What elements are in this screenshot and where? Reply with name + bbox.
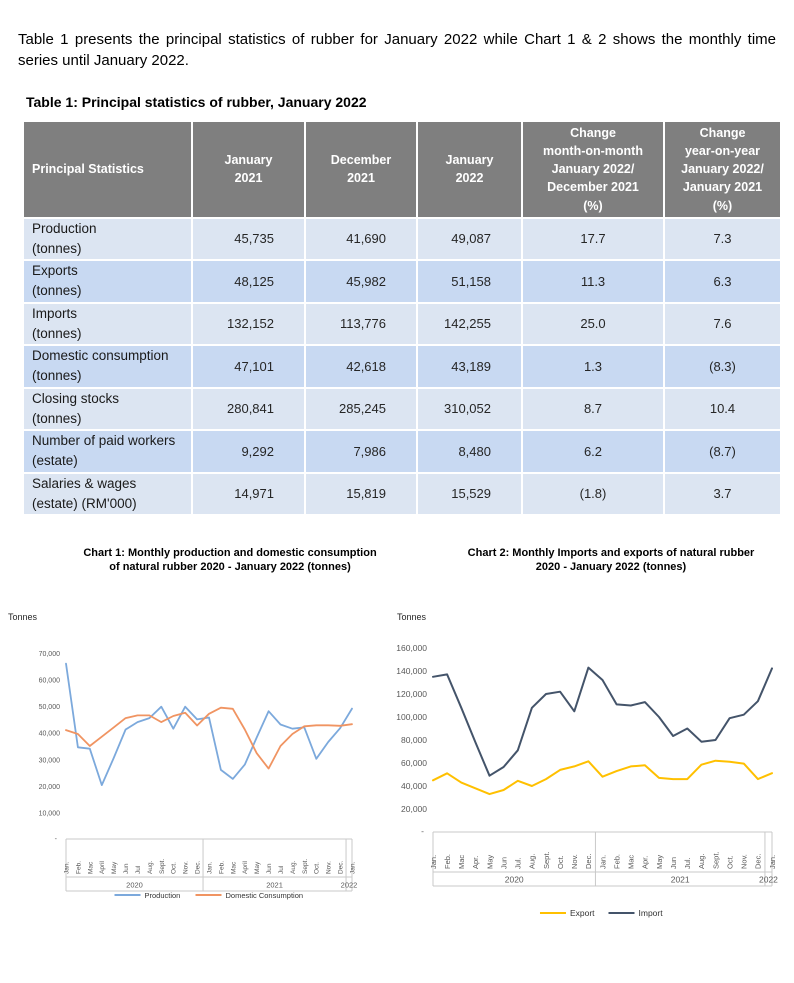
x-month-label: Jun xyxy=(499,856,509,869)
legend-label: Production xyxy=(144,891,181,900)
cell-value: 41,690 xyxy=(306,219,416,260)
chart1-canvas xyxy=(0,620,390,920)
cell-value: 9,292 xyxy=(193,431,304,472)
y-tick-label: 100,000 xyxy=(396,712,427,722)
chart2-canvas xyxy=(395,620,794,930)
cell-value: 47,101 xyxy=(193,346,304,387)
production-series-line xyxy=(66,664,352,786)
y-tick-zero: - xyxy=(54,836,57,843)
y-tick-label: 10,000 xyxy=(38,810,60,818)
principal-statistics-table xyxy=(22,120,782,516)
x-month-label: Nov. xyxy=(570,854,580,869)
cell-value: 6.2 xyxy=(523,431,663,472)
cell-value: (8.7) xyxy=(665,431,780,472)
cell-value: 8.7 xyxy=(523,389,663,430)
cell-value: 280,841 xyxy=(193,389,304,430)
x-month-label: Sept. xyxy=(711,851,721,869)
y-tick-zero: - xyxy=(421,826,424,836)
cell-value: (8.3) xyxy=(665,346,780,387)
cell-value: 51,158 xyxy=(418,261,521,302)
legend-label: Export xyxy=(569,908,595,918)
cell-value: 113,776 xyxy=(306,304,416,345)
x-year-label: 2022 xyxy=(759,874,778,885)
import-series-line xyxy=(433,668,772,776)
x-month-label: Dec. xyxy=(337,860,345,874)
cell-value: 11.3 xyxy=(523,261,663,302)
chart2-title xyxy=(431,546,791,575)
x-month-label: Oct. xyxy=(170,862,178,874)
x-month-label: Dec. xyxy=(753,853,763,869)
y-tick-label: 70,000 xyxy=(38,651,60,658)
row-label: Exports (tonnes) xyxy=(24,261,191,302)
x-month-label: Jul xyxy=(277,865,285,874)
row-label: Closing stocks (tonnes) xyxy=(24,389,191,430)
cell-value: 8,480 xyxy=(418,431,521,472)
chart1-title xyxy=(70,546,390,575)
table-title: Table 1: Principal statistics of rubber, January 2022 xyxy=(26,94,367,110)
x-month-label: Jul xyxy=(134,865,142,874)
y-tick-label: 140,000 xyxy=(396,666,427,676)
cell-value: 7,986 xyxy=(306,431,416,472)
x-month-label: Jul. xyxy=(683,857,693,869)
x-month-label: Jan. xyxy=(428,854,438,869)
cell-value: (1.8) xyxy=(523,474,663,515)
x-month-label: Aug. xyxy=(527,853,537,869)
y-tick-label: 60,000 xyxy=(38,677,60,685)
x-month-label: April xyxy=(242,860,250,874)
x-month-label: May xyxy=(485,854,495,869)
x-year-label: 2021 xyxy=(266,880,283,890)
cell-value: 15,819 xyxy=(306,474,416,515)
x-month-label: May xyxy=(254,861,262,874)
table-row xyxy=(24,219,780,260)
header-cell-1: January 2021 xyxy=(193,122,304,217)
table-row xyxy=(24,431,780,472)
y-tick-label: 120,000 xyxy=(396,689,427,699)
cell-value: 49,087 xyxy=(418,219,521,260)
x-month-label: Nov. xyxy=(739,854,749,869)
x-month-label: Mac xyxy=(87,861,95,874)
header-cell-2: December 2021 xyxy=(306,122,416,217)
cell-value: 142,255 xyxy=(418,304,521,345)
x-month-label: Apr. xyxy=(471,855,481,869)
row-label: Salaries & wages (estate) (RM'000) xyxy=(24,474,191,515)
x-month-label: Mac xyxy=(457,854,467,869)
x-month-label: Nov. xyxy=(325,861,333,874)
cell-value: 25.0 xyxy=(523,304,663,345)
x-month-label: Jan. xyxy=(63,861,71,874)
x-year-label: 2021 xyxy=(670,874,690,885)
y-tick-label: 60,000 xyxy=(401,758,427,768)
x-month-label: Jan. xyxy=(598,854,608,869)
cell-value: 10.4 xyxy=(665,389,780,430)
y-tick-label: 160,000 xyxy=(396,643,427,653)
cell-value: 43,189 xyxy=(418,346,521,387)
header-cell-5: Change year-on-year January 2022/ January 2021 (%) xyxy=(665,122,780,217)
table-row xyxy=(24,346,780,387)
x-month-label: May xyxy=(654,854,664,869)
x-month-label: Feb. xyxy=(612,853,622,869)
x-month-label: Jun xyxy=(266,863,274,874)
chart2-title-line2: 2020 - January 2022 (tonnes) xyxy=(535,561,687,574)
y-tick-label: 30,000 xyxy=(38,757,60,765)
x-month-label: Sept. xyxy=(541,851,551,869)
cell-value: 310,052 xyxy=(418,389,521,430)
x-month-label: April xyxy=(99,860,107,874)
cell-value: 6.3 xyxy=(665,261,780,302)
row-label: Domestic consumption (tonnes) xyxy=(24,346,191,387)
cell-value: 15,529 xyxy=(418,474,521,515)
y-tick-label: 80,000 xyxy=(401,735,427,745)
export-series-line xyxy=(433,761,772,794)
chart1-title-line2: of natural rubber 2020 - January 2022 (tonnes) xyxy=(109,561,351,574)
legend-label: Import xyxy=(638,908,663,918)
x-month-label: Jan. xyxy=(767,854,777,869)
x-month-label: Sept. xyxy=(158,858,166,874)
x-month-label: Apr. xyxy=(640,855,650,869)
legend-label: Domestic Consumption xyxy=(225,891,304,900)
x-month-label: Aug. xyxy=(146,860,154,874)
cell-value: 7.3 xyxy=(665,219,780,260)
header-cell-4: Change month-on-month January 2022/ December 2021 (%) xyxy=(523,122,663,217)
row-label: Imports (tonnes) xyxy=(24,304,191,345)
x-month-label: Jun xyxy=(668,856,678,869)
x-month-label: Sept. xyxy=(301,858,309,874)
x-month-label: Mac xyxy=(626,854,636,869)
x-month-label: Feb. xyxy=(442,853,452,869)
x-year-label: 2022 xyxy=(340,880,358,890)
cell-value: 14,971 xyxy=(193,474,304,515)
cell-value: 7.6 xyxy=(665,304,780,345)
table-header-row xyxy=(24,122,780,217)
row-label: Number of paid workers (estate) xyxy=(24,431,191,472)
x-month-label: Aug. xyxy=(697,853,707,869)
cell-value: 17.7 xyxy=(523,219,663,260)
header-cell-3: January 2022 xyxy=(418,122,521,217)
cell-value: 1.3 xyxy=(523,346,663,387)
x-month-label: Jun xyxy=(123,863,131,874)
row-label: Production (tonnes) xyxy=(24,219,191,260)
x-month-label: May xyxy=(111,861,119,874)
chart-production-consumption xyxy=(0,546,390,946)
x-month-label: Jan. xyxy=(206,861,214,874)
chart2-title-line1: Chart 2: Monthly Imports and exports of natural rubber xyxy=(467,547,755,559)
y-tick-label: 50,000 xyxy=(38,704,60,712)
chart1-title-line1: Chart 1: Monthly production and domestic consumption xyxy=(83,547,377,559)
intro-paragraph: Table 1 presents the principal statistics of rubber for January 2022 while Chart 1 & 2 shows the monthly time series until January 2022. xyxy=(18,31,776,69)
x-month-label: Dec. xyxy=(194,860,202,874)
x-month-label: Nov. xyxy=(182,861,190,874)
table-row xyxy=(24,389,780,430)
cell-value: 45,982 xyxy=(306,261,416,302)
cell-value: 285,245 xyxy=(306,389,416,430)
chart2-y-axis-label: Tonnes xyxy=(397,612,427,622)
chart1-y-axis-label: Tonnes xyxy=(8,612,38,622)
x-month-label: Feb. xyxy=(75,860,83,874)
x-year-label: 2020 xyxy=(126,880,143,890)
x-month-label: Dec. xyxy=(584,853,594,869)
x-month-label: Aug. xyxy=(289,860,297,874)
y-tick-label: 20,000 xyxy=(401,804,427,814)
table-row xyxy=(24,304,780,345)
table-row xyxy=(24,474,780,515)
table-row xyxy=(24,261,780,302)
x-month-label: Jul. xyxy=(513,857,523,869)
cell-value: 48,125 xyxy=(193,261,304,302)
header-cell-0: Principal Statistics xyxy=(24,122,191,217)
x-month-label: Mac xyxy=(230,861,238,874)
x-month-label: Oct. xyxy=(313,862,321,874)
cell-value: 45,735 xyxy=(193,219,304,260)
x-month-label: Oct. xyxy=(555,855,565,869)
x-year-label: 2020 xyxy=(504,874,524,885)
cell-value: 3.7 xyxy=(665,474,780,515)
x-month-label: Feb. xyxy=(218,860,226,874)
chart-imports-exports xyxy=(395,546,794,946)
x-month-label: Jan. xyxy=(349,861,357,874)
cell-value: 42,618 xyxy=(306,346,416,387)
y-tick-label: 20,000 xyxy=(38,783,60,791)
cell-value: 132,152 xyxy=(193,304,304,345)
x-month-label: Oct. xyxy=(725,855,735,869)
y-tick-label: 40,000 xyxy=(401,781,427,791)
y-tick-label: 40,000 xyxy=(38,730,60,738)
